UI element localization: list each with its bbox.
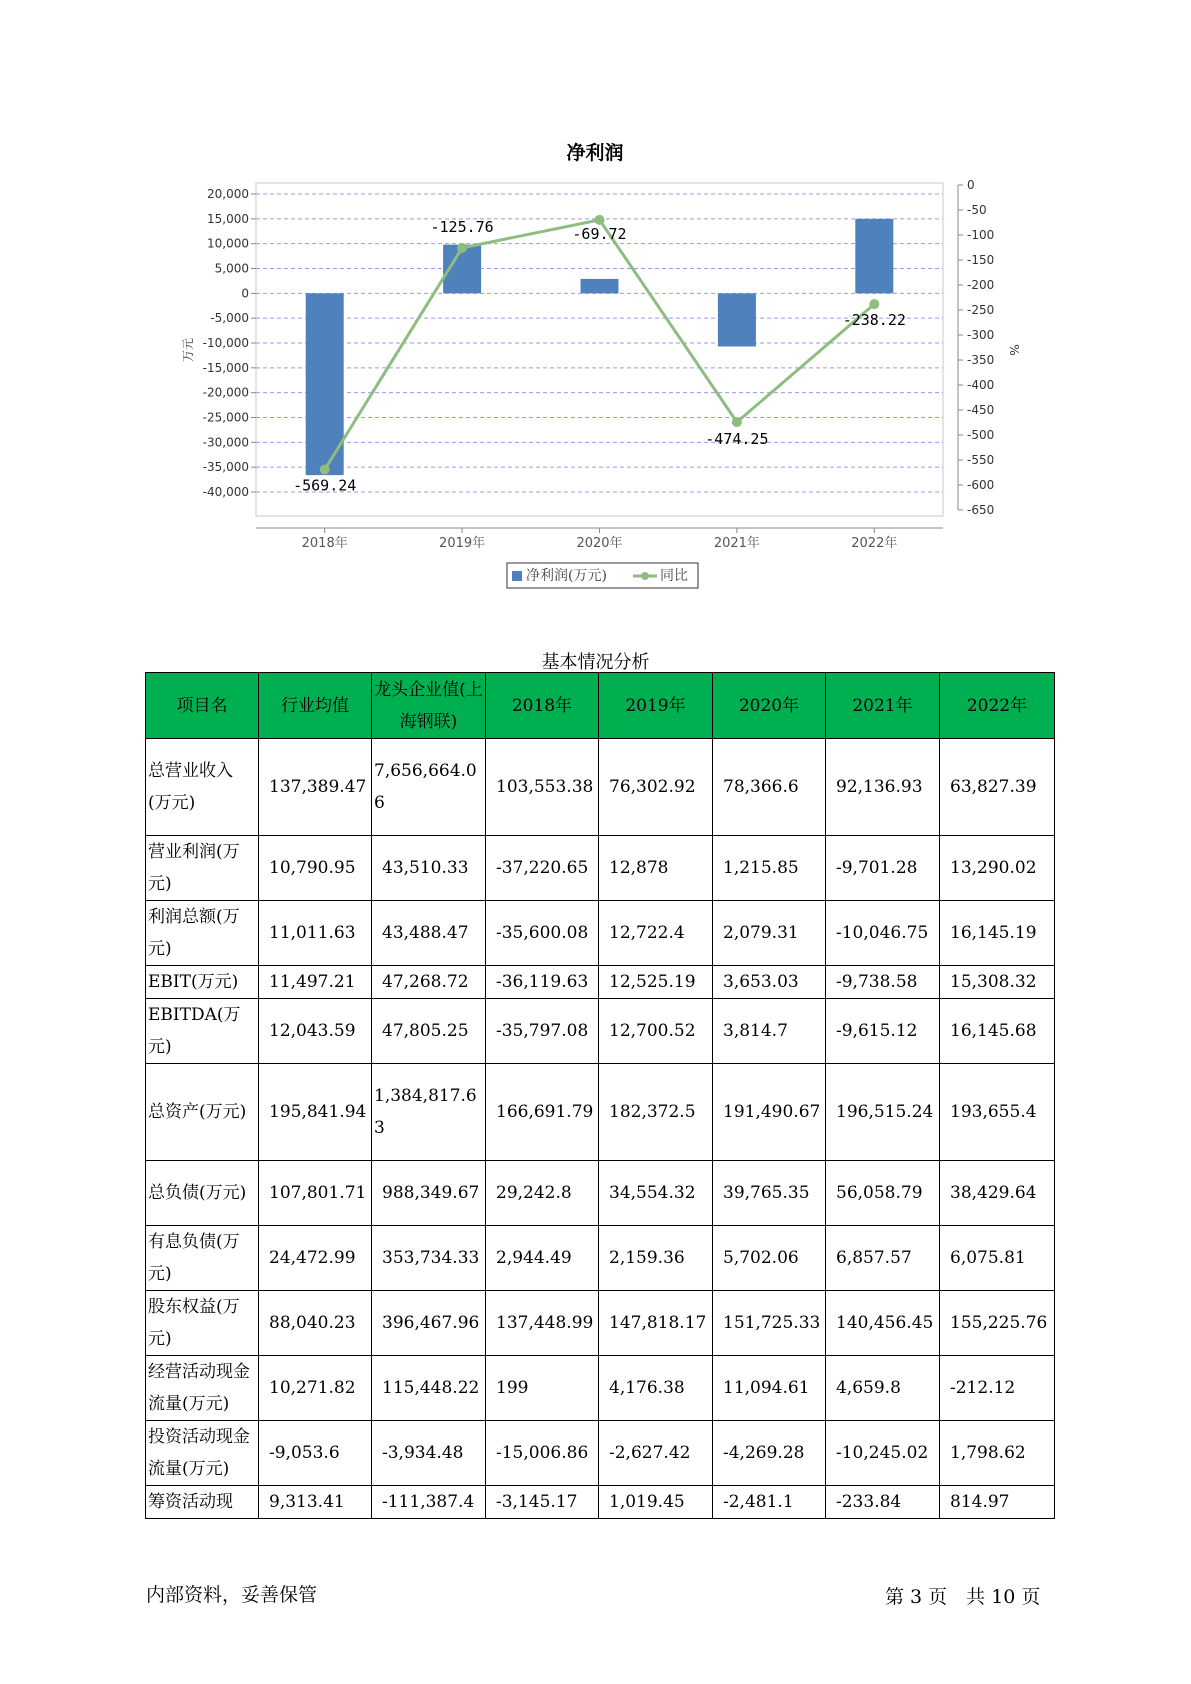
table-row bbox=[146, 1291, 1055, 1356]
yoy-point bbox=[595, 215, 605, 225]
y-tick-label: -5,000 bbox=[210, 311, 249, 326]
row-label-cell: 总负债(万元) bbox=[146, 1161, 259, 1226]
value-cell: 199 bbox=[486, 1356, 599, 1421]
value-cell: -36,119.63 bbox=[486, 966, 599, 999]
value-cell: 12,525.19 bbox=[599, 966, 713, 999]
value-cell: -37,220.65 bbox=[486, 836, 599, 901]
value-cell: 396,467.96 bbox=[372, 1291, 486, 1356]
value-cell: 16,145.19 bbox=[940, 901, 1055, 966]
row-label-cell: 投资活动现金流量(万元) bbox=[146, 1421, 259, 1486]
value-cell: 196,515.24 bbox=[826, 1064, 940, 1161]
value-cell: 34,554.32 bbox=[599, 1161, 713, 1226]
value-cell: 6,075.81 bbox=[940, 1226, 1055, 1291]
value-cell: -4,269.28 bbox=[713, 1421, 826, 1486]
value-cell: 137,389.47 bbox=[259, 739, 372, 836]
right-tick-label: -200 bbox=[967, 278, 995, 292]
value-cell: 1,215.85 bbox=[713, 836, 826, 901]
value-cell: 1,019.45 bbox=[599, 1486, 713, 1519]
row-label-cell: 经营活动现金流量(万元) bbox=[146, 1356, 259, 1421]
value-cell: 63,827.39 bbox=[940, 739, 1055, 836]
value-cell: 24,472.99 bbox=[259, 1226, 372, 1291]
bar-net-profit bbox=[855, 219, 893, 293]
value-cell: -233.84 bbox=[826, 1486, 940, 1519]
value-cell: -10,046.75 bbox=[826, 901, 940, 966]
right-tick-label: -300 bbox=[967, 328, 995, 342]
yoy-data-label: -569.24 bbox=[293, 476, 357, 495]
y-tick-label: -30,000 bbox=[202, 435, 249, 450]
value-cell: 76,302.92 bbox=[599, 739, 713, 836]
value-cell: 47,805.25 bbox=[372, 999, 486, 1064]
value-cell: 195,841.94 bbox=[259, 1064, 372, 1161]
value-cell: 56,058.79 bbox=[826, 1161, 940, 1226]
right-axis-label: % bbox=[1007, 344, 1021, 356]
value-cell: 4,176.38 bbox=[599, 1356, 713, 1421]
value-cell: -111,387.4 bbox=[372, 1486, 486, 1519]
value-cell: 43,510.33 bbox=[372, 836, 486, 901]
footer-confidential: 内部资料，妥善保管 bbox=[146, 1584, 318, 1606]
value-cell: 10,790.95 bbox=[259, 836, 372, 901]
value-cell: 12,700.52 bbox=[599, 999, 713, 1064]
net-profit-chart bbox=[0, 0, 1191, 600]
value-cell: 29,242.8 bbox=[486, 1161, 599, 1226]
value-cell: 1,384,817.63 bbox=[372, 1064, 486, 1161]
value-cell: 92,136.93 bbox=[826, 739, 940, 836]
yoy-line bbox=[325, 217, 875, 470]
x-tick-label: 2019年 bbox=[439, 536, 486, 551]
legend-bar-swatch bbox=[512, 571, 522, 581]
value-cell: 103,553.38 bbox=[486, 739, 599, 836]
value-cell: -212.12 bbox=[940, 1356, 1055, 1421]
value-cell: 988,349.67 bbox=[372, 1161, 486, 1226]
header-cell: 龙头企业值(上海钢联) bbox=[372, 673, 486, 739]
value-cell: 11,011.63 bbox=[259, 901, 372, 966]
table-row bbox=[146, 901, 1055, 966]
right-tick-label: -100 bbox=[967, 228, 995, 242]
value-cell: -9,053.6 bbox=[259, 1421, 372, 1486]
value-cell: 39,765.35 bbox=[713, 1161, 826, 1226]
value-cell: 1,798.62 bbox=[940, 1421, 1055, 1486]
row-label-cell: 总资产(万元) bbox=[146, 1064, 259, 1161]
x-tick-label: 2020年 bbox=[576, 536, 623, 551]
y-tick-label: -35,000 bbox=[202, 460, 249, 475]
value-cell: 147,818.17 bbox=[599, 1291, 713, 1356]
right-tick-label: -350 bbox=[967, 353, 995, 367]
value-cell: 12,878 bbox=[599, 836, 713, 901]
value-cell: 6,857.57 bbox=[826, 1226, 940, 1291]
value-cell: -9,615.12 bbox=[826, 999, 940, 1064]
value-cell: -2,627.42 bbox=[599, 1421, 713, 1486]
header-cell: 项目名 bbox=[146, 673, 259, 739]
value-cell: 7,656,664.06 bbox=[372, 739, 486, 836]
value-cell: 191,490.67 bbox=[713, 1064, 826, 1161]
value-cell: 182,372.5 bbox=[599, 1064, 713, 1161]
value-cell: 2,159.36 bbox=[599, 1226, 713, 1291]
value-cell: 47,268.72 bbox=[372, 966, 486, 999]
value-cell: 78,366.6 bbox=[713, 739, 826, 836]
yoy-point bbox=[320, 465, 330, 475]
table-row bbox=[146, 836, 1055, 901]
right-tick-label: -550 bbox=[967, 453, 995, 467]
header-cell: 2022年 bbox=[940, 673, 1055, 739]
x-tick-label: 2018年 bbox=[301, 536, 348, 551]
value-cell: -9,738.58 bbox=[826, 966, 940, 999]
y-tick-label: -25,000 bbox=[202, 410, 249, 425]
y-tick-label: 5,000 bbox=[214, 261, 249, 276]
value-cell: -10,245.02 bbox=[826, 1421, 940, 1486]
value-cell: 107,801.71 bbox=[259, 1161, 372, 1226]
yoy-point bbox=[732, 417, 742, 427]
value-cell: 166,691.79 bbox=[486, 1064, 599, 1161]
value-cell: -9,701.28 bbox=[826, 836, 940, 901]
row-label-cell: 筹资活动现 bbox=[146, 1486, 259, 1519]
table-row bbox=[146, 1356, 1055, 1421]
y-tick-label: 10,000 bbox=[207, 236, 249, 251]
value-cell: 140,456.45 bbox=[826, 1291, 940, 1356]
right-tick-label: -400 bbox=[967, 378, 995, 392]
row-label-cell: 总营业收入(万元) bbox=[146, 739, 259, 836]
value-cell: 43,488.47 bbox=[372, 901, 486, 966]
value-cell: -2,481.1 bbox=[713, 1486, 826, 1519]
value-cell: -3,145.17 bbox=[486, 1486, 599, 1519]
value-cell: 5,702.06 bbox=[713, 1226, 826, 1291]
table-row bbox=[146, 1064, 1055, 1161]
right-tick-label: -450 bbox=[967, 403, 995, 417]
yoy-data-label: -238.22 bbox=[842, 311, 906, 330]
value-cell: 3,814.7 bbox=[713, 999, 826, 1064]
value-cell: 2,944.49 bbox=[486, 1226, 599, 1291]
right-tick-label: -50 bbox=[967, 203, 987, 217]
value-cell: 151,725.33 bbox=[713, 1291, 826, 1356]
yoy-point bbox=[457, 243, 467, 253]
right-tick-label: -600 bbox=[967, 478, 995, 492]
yoy-point bbox=[869, 299, 879, 309]
value-cell: 814.97 bbox=[940, 1486, 1055, 1519]
row-label-cell: 利润总额(万元) bbox=[146, 901, 259, 966]
value-cell: 9,313.41 bbox=[259, 1486, 372, 1519]
value-cell: -35,797.08 bbox=[486, 999, 599, 1064]
right-tick-label: -650 bbox=[967, 503, 995, 517]
table-row bbox=[146, 739, 1055, 836]
yoy-data-label: -474.25 bbox=[705, 430, 769, 449]
value-cell: 16,145.68 bbox=[940, 999, 1055, 1064]
value-cell: -35,600.08 bbox=[486, 901, 599, 966]
x-tick-label: 2021年 bbox=[713, 536, 760, 551]
row-label-cell: EBIT(万元) bbox=[146, 966, 259, 999]
value-cell: 12,722.4 bbox=[599, 901, 713, 966]
header-cell: 行业均值 bbox=[259, 673, 372, 739]
legend-line-label: 同比 bbox=[660, 568, 688, 584]
right-tick-label: -500 bbox=[967, 428, 995, 442]
row-label-cell: 有息负债(万元) bbox=[146, 1226, 259, 1291]
x-tick-label: 2022年 bbox=[851, 536, 898, 551]
y-tick-label: 20,000 bbox=[207, 187, 249, 201]
value-cell: 4,659.8 bbox=[826, 1356, 940, 1421]
value-cell: 3,653.03 bbox=[713, 966, 826, 999]
value-cell: -3,934.48 bbox=[372, 1421, 486, 1486]
table-row bbox=[146, 1226, 1055, 1291]
row-label-cell: 营业利润(万元) bbox=[146, 836, 259, 901]
value-cell: 115,448.22 bbox=[372, 1356, 486, 1421]
value-cell: 10,271.82 bbox=[259, 1356, 372, 1421]
yoy-data-label: -69.72 bbox=[572, 224, 627, 243]
header-cell: 2019年 bbox=[599, 673, 713, 739]
value-cell: 38,429.64 bbox=[940, 1161, 1055, 1226]
header-cell: 2018年 bbox=[486, 673, 599, 739]
right-tick-label: -250 bbox=[967, 303, 995, 317]
chart-title: 净利润 bbox=[566, 142, 624, 164]
legend-line-marker bbox=[641, 572, 649, 580]
bar-net-profit bbox=[581, 279, 619, 293]
y-tick-label: 15,000 bbox=[207, 211, 249, 226]
table-row bbox=[146, 1161, 1055, 1226]
row-label-cell: 股东权益(万元) bbox=[146, 1291, 259, 1356]
bar-net-profit bbox=[718, 293, 756, 346]
value-cell: 12,043.59 bbox=[259, 999, 372, 1064]
value-cell: 2,079.31 bbox=[713, 901, 826, 966]
table-header-row bbox=[146, 673, 1055, 739]
y-tick-label: 0 bbox=[241, 286, 249, 301]
header-cell: 2021年 bbox=[826, 673, 940, 739]
value-cell: 15,308.32 bbox=[940, 966, 1055, 999]
table-row bbox=[146, 999, 1055, 1064]
y-tick-label: -15,000 bbox=[202, 360, 249, 375]
y-tick-label: -20,000 bbox=[202, 385, 249, 400]
table-row bbox=[146, 1486, 1055, 1519]
table-caption: 基本情况分析 bbox=[541, 652, 650, 673]
value-cell: 353,734.33 bbox=[372, 1226, 486, 1291]
value-cell: 88,040.23 bbox=[259, 1291, 372, 1356]
value-cell: 11,094.61 bbox=[713, 1356, 826, 1421]
table-row bbox=[146, 966, 1055, 999]
value-cell: 193,655.4 bbox=[940, 1064, 1055, 1161]
value-cell: 155,225.76 bbox=[940, 1291, 1055, 1356]
row-label-cell: EBITDA(万元) bbox=[146, 999, 259, 1064]
right-tick-label: 0 bbox=[967, 178, 975, 192]
value-cell: -15,006.86 bbox=[486, 1421, 599, 1486]
header-cell: 2020年 bbox=[713, 673, 826, 739]
value-cell: 137,448.99 bbox=[486, 1291, 599, 1356]
basic-analysis-table bbox=[145, 672, 1055, 1519]
y-axis-label: 万元 bbox=[181, 337, 195, 363]
footer-page-number: 第 3 页 共 10 页 bbox=[885, 1586, 1041, 1608]
table-row bbox=[146, 1421, 1055, 1486]
value-cell: 11,497.21 bbox=[259, 966, 372, 999]
legend-bar-label: 净利润(万元) bbox=[526, 568, 607, 584]
y-tick-label: -10,000 bbox=[202, 336, 249, 350]
y-tick-label: -40,000 bbox=[202, 485, 249, 499]
value-cell: 13,290.02 bbox=[940, 836, 1055, 901]
right-tick-label: -150 bbox=[967, 253, 995, 267]
yoy-data-label: -125.76 bbox=[430, 217, 494, 236]
